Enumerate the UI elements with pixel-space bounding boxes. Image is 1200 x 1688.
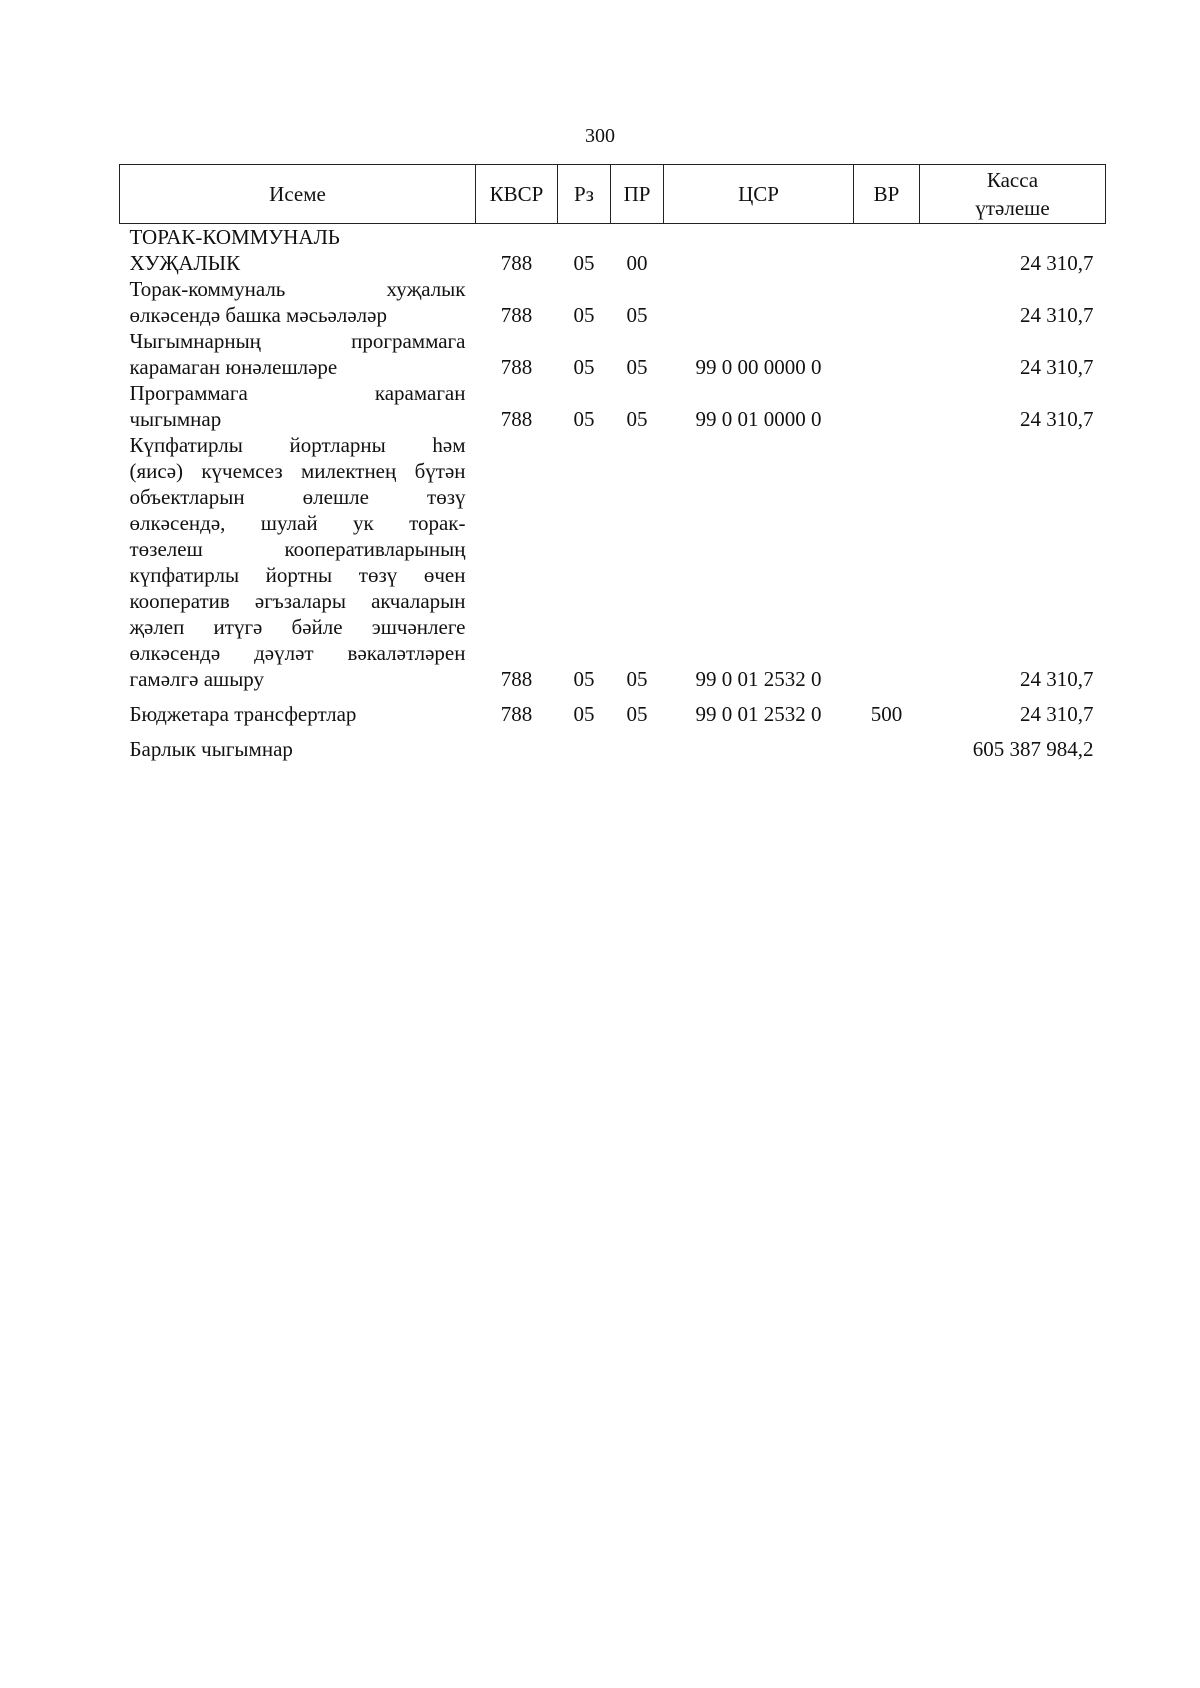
header-rz: Рз xyxy=(558,165,611,224)
cell-name-line: ХУҖАЛЫК xyxy=(129,251,241,275)
cell-name xyxy=(120,432,476,692)
cell-name xyxy=(120,380,476,432)
header-cash-line1: Касса xyxy=(986,168,1039,192)
cell-cash-execution: 24 310,7 xyxy=(1020,702,1094,726)
cell-pr: 05 xyxy=(626,407,648,431)
table-row xyxy=(120,432,1106,692)
cell-name-line: Барлык чыгымнар xyxy=(129,737,293,761)
cell-tsr: 99 0 00 0000 0 xyxy=(695,355,822,379)
cell-name-line: Күпфатирлы йортларны һәм xyxy=(129,433,466,457)
cell-rz xyxy=(558,727,611,762)
header-kvsr: КВСР xyxy=(476,165,558,224)
header-cash-execution xyxy=(920,165,1106,224)
cell-name xyxy=(120,276,476,328)
table-row xyxy=(120,328,1106,380)
cell-vr xyxy=(854,224,920,277)
cell-pr: 00 xyxy=(626,251,648,275)
cell-name-line: Чыгымнарның программага xyxy=(129,329,466,353)
cell-pr: 05 xyxy=(626,667,648,691)
cell-name xyxy=(120,224,476,277)
cell-name xyxy=(120,727,476,762)
cell-name-line: (яисә) күчемсез милектнең бүтән xyxy=(129,459,466,483)
cell-name xyxy=(120,692,476,727)
header-row xyxy=(120,165,1106,224)
cell-pr: 05 xyxy=(626,702,648,726)
cell-tsr xyxy=(664,276,854,328)
cell-kvsr xyxy=(476,727,558,762)
cell-kvsr: 788 xyxy=(500,702,533,726)
cell-rz: 05 xyxy=(573,303,595,327)
cell-tsr: 99 0 01 2532 0 xyxy=(695,667,822,691)
cell-cash-execution: 24 310,7 xyxy=(1020,667,1094,691)
cell-name-line: өлкәсендә башка мәсьәләләр xyxy=(129,303,387,327)
cell-kvsr: 788 xyxy=(500,667,533,691)
cell-name-line: ТОРАК-КОММУНАЛЬ xyxy=(129,225,340,249)
cell-name-line: Бюджетара трансфертлар xyxy=(129,702,357,726)
table-row xyxy=(120,224,1106,277)
table-body xyxy=(120,224,1106,763)
cell-vr xyxy=(854,276,920,328)
cell-name-line: карамаган юнәлешләре xyxy=(129,355,338,379)
cell-name-line: җәлеп итүгә бәйле эшчәнлеге xyxy=(129,615,466,639)
cell-name-line: чыгымнар xyxy=(129,407,222,431)
cell-rz: 05 xyxy=(573,667,595,691)
cell-name-line: Программага карамаган xyxy=(129,381,466,405)
cell-name-line: кооператив әгъзалары акчаларын xyxy=(129,589,466,613)
table-row xyxy=(120,380,1106,432)
table-header xyxy=(120,165,1106,224)
cell-vr xyxy=(854,328,920,380)
cell-kvsr: 788 xyxy=(500,355,533,379)
cell-name-line: күпфатирлы йортны төзү өчен xyxy=(129,563,466,587)
cell-vr xyxy=(854,432,920,692)
cell-kvsr: 788 xyxy=(500,407,533,431)
cell-name xyxy=(120,328,476,380)
cell-rz: 05 xyxy=(573,355,595,379)
cell-cash-execution: 24 310,7 xyxy=(1020,355,1094,379)
cell-tsr: 99 0 01 2532 0 xyxy=(695,702,822,726)
cell-rz: 05 xyxy=(573,702,595,726)
cell-rz: 05 xyxy=(573,407,595,431)
cell-pr xyxy=(611,727,664,762)
cell-name-line: өлкәсендә дәүләт вәкаләтләрен xyxy=(129,641,466,665)
table-row xyxy=(120,727,1106,762)
cell-cash-execution: 24 310,7 xyxy=(1020,251,1094,275)
header-vr: ВР xyxy=(854,165,920,224)
cell-pr: 05 xyxy=(626,303,648,327)
cell-kvsr: 788 xyxy=(500,303,533,327)
header-name: Исеме xyxy=(120,165,476,224)
cell-tsr xyxy=(664,224,854,277)
cell-name-line: Торак-коммуналь хуҗалык xyxy=(129,277,466,301)
header-tsr: ЦСР xyxy=(664,165,854,224)
table-row xyxy=(120,276,1106,328)
header-pr: ПР xyxy=(611,165,664,224)
cell-vr xyxy=(854,727,920,762)
cell-tsr xyxy=(664,727,854,762)
table-row xyxy=(120,692,1106,727)
budget-table xyxy=(119,164,1106,762)
cell-vr: 500 xyxy=(870,702,903,726)
cell-cash-execution: 24 310,7 xyxy=(1020,303,1094,327)
cell-kvsr: 788 xyxy=(500,251,533,275)
cell-name-line: гамәлгә ашыру xyxy=(129,667,265,691)
cell-name-line: төзелеш кооперативларының xyxy=(129,537,466,561)
cell-cash-execution: 605 387 984,2 xyxy=(972,737,1094,761)
cell-rz: 05 xyxy=(573,251,595,275)
cell-name-line: объектларын өлешле төзү xyxy=(129,485,466,509)
cell-cash-execution: 24 310,7 xyxy=(1020,407,1094,431)
cell-vr xyxy=(854,380,920,432)
cell-tsr: 99 0 01 0000 0 xyxy=(695,407,822,431)
cell-pr: 05 xyxy=(626,355,648,379)
page-number: 300 xyxy=(585,125,615,147)
cell-name-line: өлкәсендә, шулай ук торак- xyxy=(129,511,466,535)
header-cash-line2: үтәлеше xyxy=(975,196,1050,220)
